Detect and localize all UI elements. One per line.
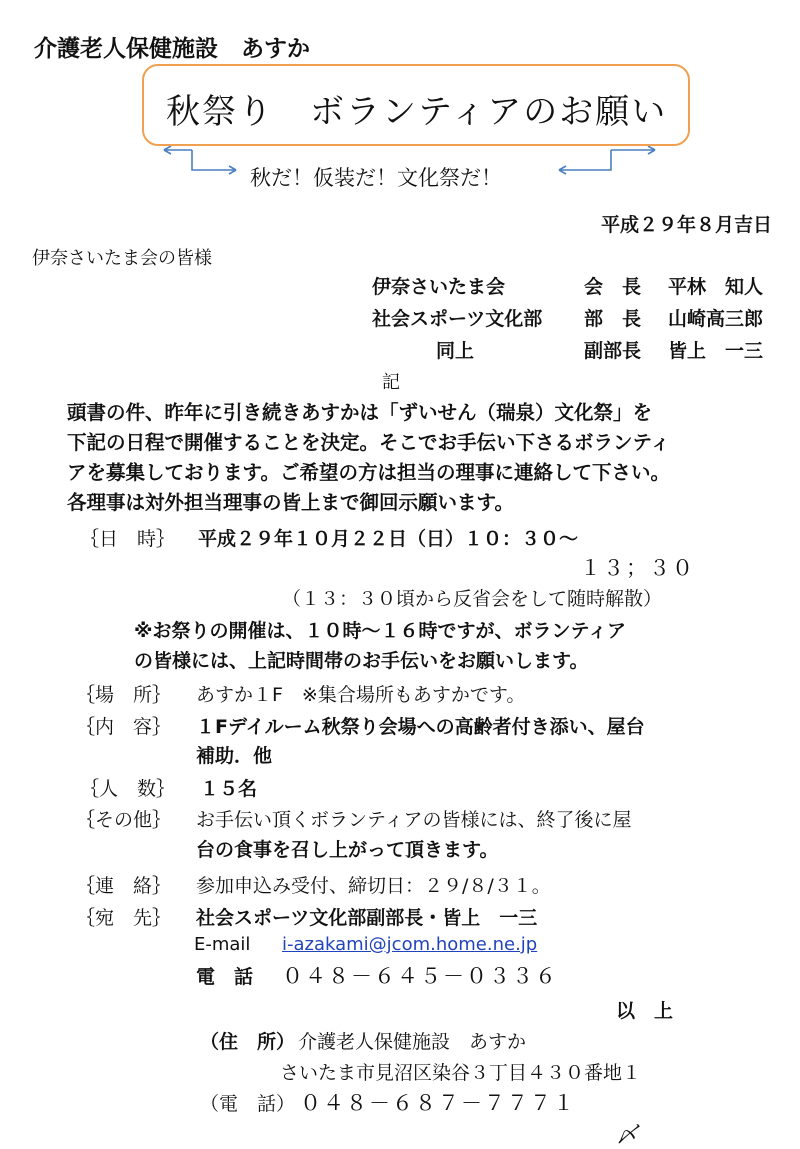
email-label: E-mail: [194, 934, 251, 955]
sender-org: 伊奈さいたま会: [372, 276, 506, 298]
count-label: ｛人 数｝: [80, 778, 176, 800]
phone-value: ０４８－６４５－０３３６: [282, 964, 558, 988]
content-value: １Fデイルーム秋祭り会場への高齢者付き添い、屋台: [196, 716, 645, 738]
addressee: 伊奈さいたま会の皆様: [32, 248, 212, 269]
content-value: 補助．他: [196, 745, 273, 767]
count-value: １５名: [200, 778, 258, 800]
signature-mark: 〆: [616, 1123, 639, 1148]
other-label: ｛その他｝: [76, 809, 172, 831]
address-line: さいたま市見沼区染谷３丁目４３０番地１: [280, 1062, 642, 1084]
festival-note: の皆様には、上記時間帯のお手伝いをお願いします。: [134, 650, 589, 672]
email-link[interactable]: i-azakami@jcom.home.ne.jp: [282, 934, 538, 955]
left-arrow-icon: [160, 146, 240, 180]
address-name: 介護老人保健施設 あすか: [298, 1031, 527, 1053]
intro-paragraph: [67, 398, 670, 518]
datetime-value: 平成２９年１０月２２日（日）１０：３０～: [198, 528, 579, 550]
dest-value: 社会スポーツ文化部副部長・皆上 一三: [196, 907, 538, 929]
sender-name: 平林 知人: [668, 276, 764, 298]
sender-role: 副部長: [584, 340, 642, 362]
contact-value: 参加申込み受付、締切日：２９/８/３１。: [196, 875, 551, 897]
place-value: あすか１F ※集合場所もあすかです。: [196, 684, 526, 706]
sender-name: 皆上 一三: [668, 340, 764, 362]
dest-label: ｛宛 先｝: [76, 907, 172, 929]
datetime-label: ｛日 時｝: [80, 528, 176, 550]
sender-role: 会 長: [584, 276, 642, 298]
festival-note: ※お祭りの開催は、１０時～１６時ですが、ボランティア: [134, 620, 626, 642]
datetime-end: １３；３０: [580, 556, 695, 580]
sender-role: 部 長: [584, 308, 642, 330]
intro-line: アを募集しております。ご希望の方は担当の理事に連絡して下さい。: [67, 461, 670, 484]
closing: 以 上: [616, 1000, 674, 1022]
phone-label: 電 話: [196, 966, 254, 988]
place-label: ｛場 所｝: [76, 684, 172, 706]
issue-date: 平成２９年８月吉日: [600, 214, 772, 236]
page-title: 秋祭り ボランティアのお願い: [166, 92, 668, 132]
datetime-note: （１３：３０頃から反省会をして随時解散）: [282, 588, 663, 610]
title-box: [142, 64, 690, 146]
intro-line: 各理事は対外担当理事の皆上まで御回示願います。: [67, 491, 514, 514]
slogan: 秋だ！仮装だ！文化祭だ！: [250, 166, 502, 190]
facility-phone-label: （電 話）: [200, 1093, 296, 1115]
sender-name: 山崎高三郎: [668, 308, 764, 330]
ki-marker: 記: [382, 372, 400, 393]
sender-org: 同上: [436, 340, 475, 362]
address-label: （住 所）: [200, 1031, 296, 1053]
facility-name: 介護老人保健施設 あすか: [34, 36, 310, 62]
contact-label: ｛連 絡｝: [76, 875, 172, 897]
facility-phone: ０４８－６８７－７７７１: [300, 1091, 576, 1115]
right-arrow-icon: [555, 146, 659, 180]
intro-line: 下記の日程で開催することを決定。そこでお手伝い下さるボランティ: [67, 431, 670, 454]
sender-org: 社会スポーツ文化部: [372, 308, 543, 330]
intro-line: 頭書の件、昨年に引き続きあすかは「ずいせん（瑞泉）文化祭」を: [67, 401, 653, 424]
content-label: ｛内 容｝: [76, 716, 172, 738]
other-value: 台の食事を召し上がって頂きます。: [196, 839, 499, 861]
other-value: お手伝い頂くボランティアの皆様には、終了後に屋: [196, 809, 632, 831]
